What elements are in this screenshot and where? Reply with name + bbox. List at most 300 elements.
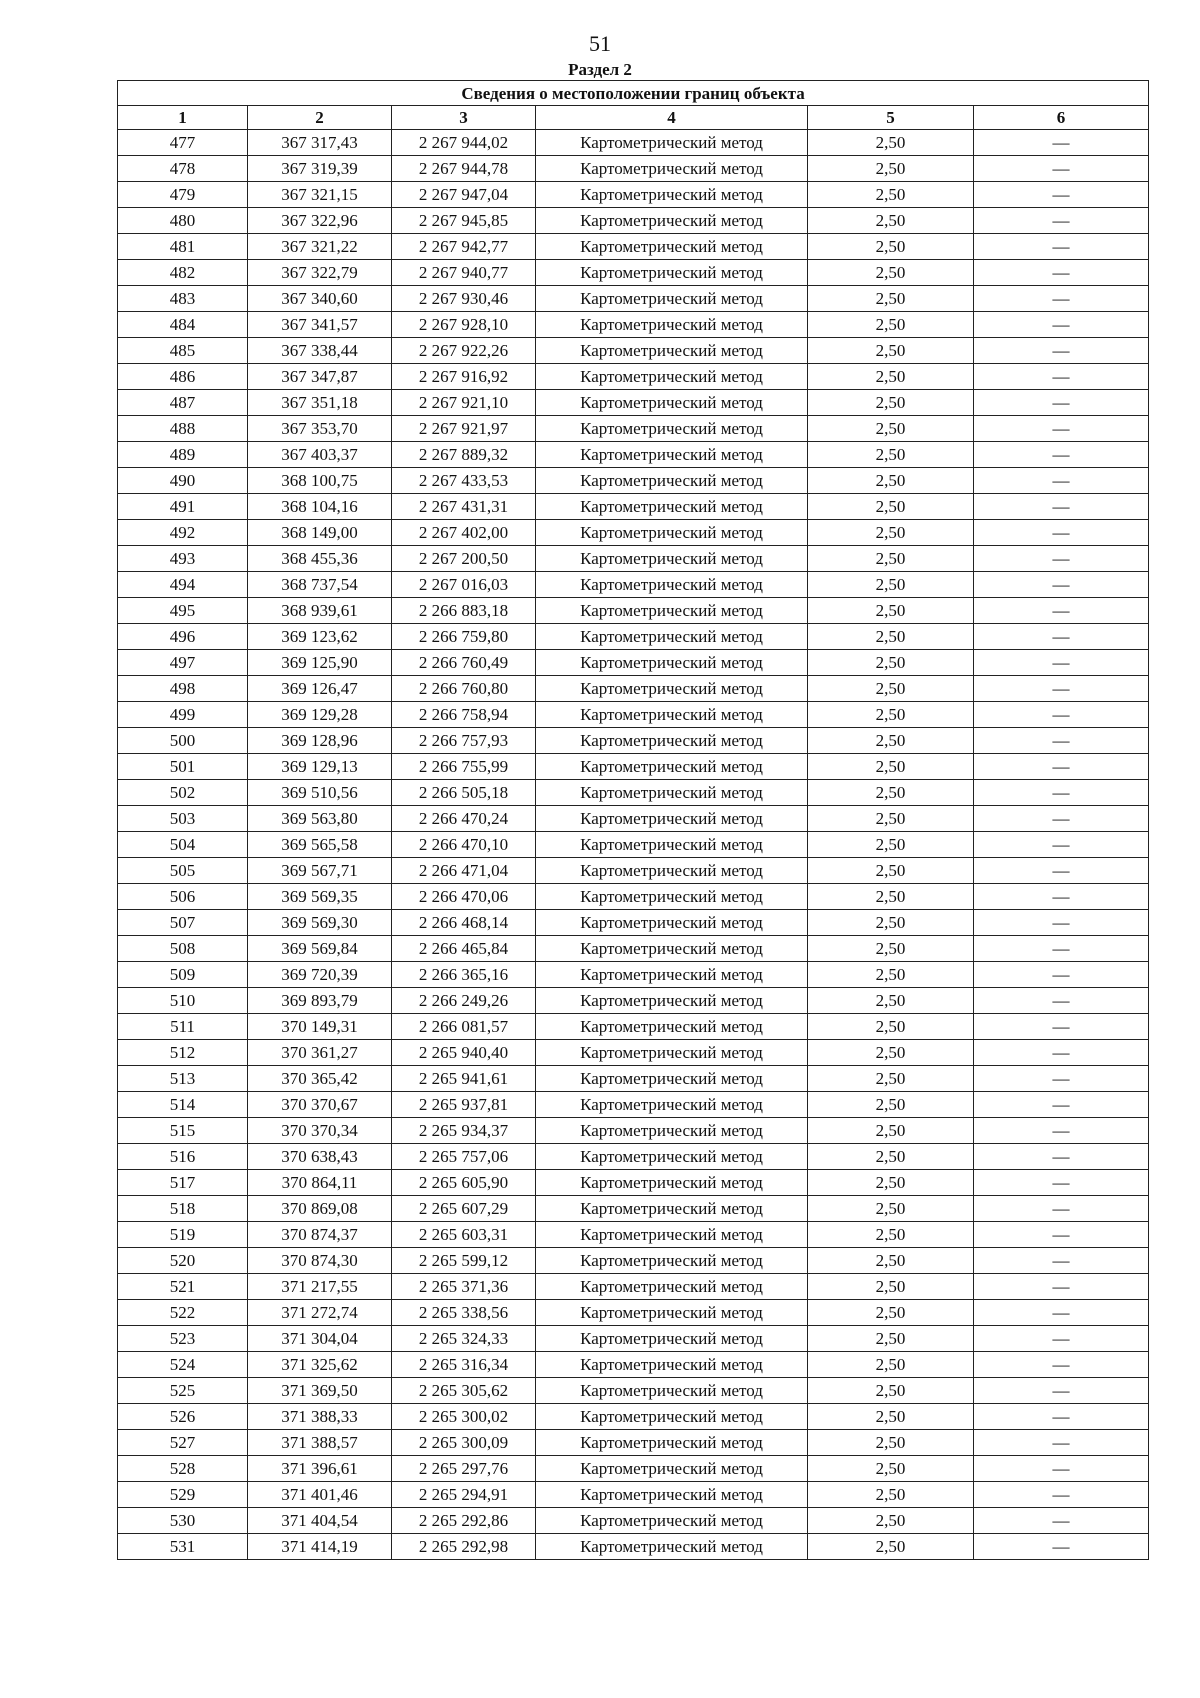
x-coordinate-cell: 369 126,47 — [248, 676, 392, 702]
note-cell: — — [974, 598, 1149, 624]
y-coordinate-cell: 2 266 081,57 — [392, 1014, 536, 1040]
x-coordinate-cell: 370 365,42 — [248, 1066, 392, 1092]
note-cell: — — [974, 1144, 1149, 1170]
table-row — [118, 1326, 1149, 1352]
y-coordinate-cell: 2 266 760,80 — [392, 676, 536, 702]
table-row — [118, 1404, 1149, 1430]
y-coordinate-cell: 2 265 371,36 — [392, 1274, 536, 1300]
point-number-cell: 514 — [118, 1092, 248, 1118]
note-cell: — — [974, 780, 1149, 806]
x-coordinate-cell: 369 125,90 — [248, 650, 392, 676]
table-row — [118, 1430, 1149, 1456]
point-number-cell: 516 — [118, 1144, 248, 1170]
accuracy-cell: 2,50 — [808, 234, 974, 260]
y-coordinate-cell: 2 265 292,86 — [392, 1508, 536, 1534]
method-cell: Картометрический метод — [536, 1404, 808, 1430]
y-coordinate-cell: 2 265 305,62 — [392, 1378, 536, 1404]
column-header-6: 6 — [974, 106, 1149, 130]
y-coordinate-cell: 2 265 599,12 — [392, 1248, 536, 1274]
table-row — [118, 702, 1149, 728]
x-coordinate-cell: 369 123,62 — [248, 624, 392, 650]
x-coordinate-cell: 371 388,57 — [248, 1430, 392, 1456]
table-row — [118, 1118, 1149, 1144]
point-number-cell: 477 — [118, 130, 248, 156]
note-cell: — — [974, 1170, 1149, 1196]
table-row — [118, 416, 1149, 442]
accuracy-cell: 2,50 — [808, 416, 974, 442]
column-header-5: 5 — [808, 106, 974, 130]
method-cell: Картометрический метод — [536, 650, 808, 676]
y-coordinate-cell: 2 267 922,26 — [392, 338, 536, 364]
x-coordinate-cell: 367 353,70 — [248, 416, 392, 442]
y-coordinate-cell: 2 267 944,02 — [392, 130, 536, 156]
point-number-cell: 484 — [118, 312, 248, 338]
method-cell: Картометрический метод — [536, 364, 808, 390]
table-row — [118, 468, 1149, 494]
x-coordinate-cell: 369 569,84 — [248, 936, 392, 962]
accuracy-cell: 2,50 — [808, 1378, 974, 1404]
method-cell: Картометрический метод — [536, 1092, 808, 1118]
note-cell: — — [974, 468, 1149, 494]
method-cell: Картометрический метод — [536, 1508, 808, 1534]
y-coordinate-cell: 2 266 365,16 — [392, 962, 536, 988]
table-row — [118, 1170, 1149, 1196]
note-cell: — — [974, 1326, 1149, 1352]
point-number-cell: 489 — [118, 442, 248, 468]
x-coordinate-cell: 367 403,37 — [248, 442, 392, 468]
note-cell: — — [974, 156, 1149, 182]
x-coordinate-cell: 367 340,60 — [248, 286, 392, 312]
table-row — [118, 1196, 1149, 1222]
accuracy-cell: 2,50 — [808, 1066, 974, 1092]
point-number-cell: 521 — [118, 1274, 248, 1300]
method-cell: Картометрический метод — [536, 130, 808, 156]
x-coordinate-cell: 367 338,44 — [248, 338, 392, 364]
accuracy-cell: 2,50 — [808, 260, 974, 286]
table-row — [118, 520, 1149, 546]
table-row — [118, 442, 1149, 468]
note-cell: — — [974, 1196, 1149, 1222]
point-number-cell: 517 — [118, 1170, 248, 1196]
y-coordinate-cell: 2 267 942,77 — [392, 234, 536, 260]
point-number-cell: 490 — [118, 468, 248, 494]
y-coordinate-cell: 2 267 200,50 — [392, 546, 536, 572]
point-number-cell: 523 — [118, 1326, 248, 1352]
method-cell: Картометрический метод — [536, 1066, 808, 1092]
y-coordinate-cell: 2 267 945,85 — [392, 208, 536, 234]
accuracy-cell: 2,50 — [808, 1534, 974, 1560]
method-cell: Картометрический метод — [536, 208, 808, 234]
method-cell: Картометрический метод — [536, 1248, 808, 1274]
method-cell: Картометрический метод — [536, 858, 808, 884]
note-cell: — — [974, 1092, 1149, 1118]
y-coordinate-cell: 2 265 757,06 — [392, 1144, 536, 1170]
method-cell: Картометрический метод — [536, 1274, 808, 1300]
point-number-cell: 510 — [118, 988, 248, 1014]
table-row — [118, 624, 1149, 650]
note-cell: — — [974, 546, 1149, 572]
point-number-cell: 478 — [118, 156, 248, 182]
accuracy-cell: 2,50 — [808, 884, 974, 910]
note-cell: — — [974, 676, 1149, 702]
note-cell: — — [974, 702, 1149, 728]
y-coordinate-cell: 2 265 607,29 — [392, 1196, 536, 1222]
accuracy-cell: 2,50 — [808, 312, 974, 338]
table-row — [118, 260, 1149, 286]
accuracy-cell: 2,50 — [808, 1274, 974, 1300]
accuracy-cell: 2,50 — [808, 624, 974, 650]
x-coordinate-cell: 369 128,96 — [248, 728, 392, 754]
note-cell: — — [974, 910, 1149, 936]
note-cell: — — [974, 494, 1149, 520]
y-coordinate-cell: 2 265 338,56 — [392, 1300, 536, 1326]
column-header-1: 1 — [118, 106, 248, 130]
table-row — [118, 130, 1149, 156]
table-row — [118, 676, 1149, 702]
x-coordinate-cell: 367 319,39 — [248, 156, 392, 182]
method-cell: Картометрический метод — [536, 1300, 808, 1326]
x-coordinate-cell: 370 864,11 — [248, 1170, 392, 1196]
method-cell: Картометрический метод — [536, 1352, 808, 1378]
note-cell: — — [974, 754, 1149, 780]
accuracy-cell: 2,50 — [808, 1014, 974, 1040]
x-coordinate-cell: 368 100,75 — [248, 468, 392, 494]
table-row — [118, 390, 1149, 416]
table-row — [118, 546, 1149, 572]
note-cell: — — [974, 832, 1149, 858]
x-coordinate-cell: 370 869,08 — [248, 1196, 392, 1222]
accuracy-cell: 2,50 — [808, 572, 974, 598]
point-number-cell: 505 — [118, 858, 248, 884]
point-number-cell: 526 — [118, 1404, 248, 1430]
method-cell: Картометрический метод — [536, 546, 808, 572]
note-cell: — — [974, 234, 1149, 260]
point-number-cell: 506 — [118, 884, 248, 910]
table-row — [118, 884, 1149, 910]
y-coordinate-cell: 2 266 757,93 — [392, 728, 536, 754]
method-cell: Картометрический метод — [536, 234, 808, 260]
note-cell: — — [974, 1040, 1149, 1066]
note-cell: — — [974, 1456, 1149, 1482]
method-cell: Картометрический метод — [536, 832, 808, 858]
y-coordinate-cell: 2 265 294,91 — [392, 1482, 536, 1508]
y-coordinate-cell: 2 265 934,37 — [392, 1118, 536, 1144]
accuracy-cell: 2,50 — [808, 858, 974, 884]
point-number-cell: 493 — [118, 546, 248, 572]
note-cell: — — [974, 1430, 1149, 1456]
x-coordinate-cell: 368 455,36 — [248, 546, 392, 572]
column-header-row — [118, 106, 1149, 130]
point-number-cell: 520 — [118, 1248, 248, 1274]
point-number-cell: 496 — [118, 624, 248, 650]
note-cell: — — [974, 1300, 1149, 1326]
y-coordinate-cell: 2 267 930,46 — [392, 286, 536, 312]
note-cell: — — [974, 728, 1149, 754]
method-cell: Картометрический метод — [536, 390, 808, 416]
method-cell: Картометрический метод — [536, 156, 808, 182]
method-cell: Картометрический метод — [536, 1014, 808, 1040]
note-cell: — — [974, 312, 1149, 338]
y-coordinate-cell: 2 266 758,94 — [392, 702, 536, 728]
x-coordinate-cell: 371 304,04 — [248, 1326, 392, 1352]
point-number-cell: 483 — [118, 286, 248, 312]
y-coordinate-cell: 2 266 883,18 — [392, 598, 536, 624]
accuracy-cell: 2,50 — [808, 1508, 974, 1534]
note-cell: — — [974, 1222, 1149, 1248]
y-coordinate-cell: 2 266 465,84 — [392, 936, 536, 962]
method-cell: Картометрический метод — [536, 1378, 808, 1404]
method-cell: Картометрический метод — [536, 260, 808, 286]
accuracy-cell: 2,50 — [808, 910, 974, 936]
table-row — [118, 1534, 1149, 1560]
table-row — [118, 1456, 1149, 1482]
x-coordinate-cell: 370 370,34 — [248, 1118, 392, 1144]
accuracy-cell: 2,50 — [808, 1326, 974, 1352]
accuracy-cell: 2,50 — [808, 780, 974, 806]
y-coordinate-cell: 2 265 316,34 — [392, 1352, 536, 1378]
table-row — [118, 182, 1149, 208]
point-number-cell: 485 — [118, 338, 248, 364]
table-row — [118, 338, 1149, 364]
x-coordinate-cell: 371 396,61 — [248, 1456, 392, 1482]
note-cell: — — [974, 1118, 1149, 1144]
method-cell: Картометрический метод — [536, 624, 808, 650]
method-cell: Картометрический метод — [536, 1118, 808, 1144]
x-coordinate-cell: 371 388,33 — [248, 1404, 392, 1430]
method-cell: Картометрический метод — [536, 182, 808, 208]
y-coordinate-cell: 2 267 431,31 — [392, 494, 536, 520]
x-coordinate-cell: 370 370,67 — [248, 1092, 392, 1118]
column-header-3: 3 — [392, 106, 536, 130]
accuracy-cell: 2,50 — [808, 1040, 974, 1066]
table-row — [118, 1092, 1149, 1118]
method-cell: Картометрический метод — [536, 988, 808, 1014]
y-coordinate-cell: 2 266 505,18 — [392, 780, 536, 806]
point-number-cell: 500 — [118, 728, 248, 754]
x-coordinate-cell: 371 369,50 — [248, 1378, 392, 1404]
point-number-cell: 479 — [118, 182, 248, 208]
boundary-coordinates-table — [117, 80, 1149, 1560]
x-coordinate-cell: 369 565,58 — [248, 832, 392, 858]
y-coordinate-cell: 2 265 940,40 — [392, 1040, 536, 1066]
method-cell: Картометрический метод — [536, 1430, 808, 1456]
point-number-cell: 495 — [118, 598, 248, 624]
accuracy-cell: 2,50 — [808, 156, 974, 182]
table-row — [118, 780, 1149, 806]
accuracy-cell: 2,50 — [808, 1456, 974, 1482]
method-cell: Картометрический метод — [536, 572, 808, 598]
y-coordinate-cell: 2 267 940,77 — [392, 260, 536, 286]
x-coordinate-cell: 367 351,18 — [248, 390, 392, 416]
accuracy-cell: 2,50 — [808, 494, 974, 520]
point-number-cell: 512 — [118, 1040, 248, 1066]
accuracy-cell: 2,50 — [808, 650, 974, 676]
x-coordinate-cell: 371 401,46 — [248, 1482, 392, 1508]
note-cell: — — [974, 520, 1149, 546]
y-coordinate-cell: 2 265 324,33 — [392, 1326, 536, 1352]
y-coordinate-cell: 2 267 889,32 — [392, 442, 536, 468]
point-number-cell: 511 — [118, 1014, 248, 1040]
method-cell: Картометрический метод — [536, 494, 808, 520]
note-cell: — — [974, 416, 1149, 442]
accuracy-cell: 2,50 — [808, 1482, 974, 1508]
x-coordinate-cell: 371 325,62 — [248, 1352, 392, 1378]
table-row — [118, 364, 1149, 390]
accuracy-cell: 2,50 — [808, 728, 974, 754]
table-row — [118, 1222, 1149, 1248]
point-number-cell: 491 — [118, 494, 248, 520]
x-coordinate-cell: 369 569,30 — [248, 910, 392, 936]
x-coordinate-cell: 367 321,22 — [248, 234, 392, 260]
method-cell: Картометрический метод — [536, 780, 808, 806]
x-coordinate-cell: 369 129,28 — [248, 702, 392, 728]
x-coordinate-cell: 368 104,16 — [248, 494, 392, 520]
table-row — [118, 858, 1149, 884]
method-cell: Картометрический метод — [536, 442, 808, 468]
table-row — [118, 156, 1149, 182]
method-cell: Картометрический метод — [536, 1196, 808, 1222]
x-coordinate-cell: 368 939,61 — [248, 598, 392, 624]
x-coordinate-cell: 371 272,74 — [248, 1300, 392, 1326]
note-cell: — — [974, 936, 1149, 962]
note-cell: — — [974, 884, 1149, 910]
note-cell: — — [974, 806, 1149, 832]
point-number-cell: 507 — [118, 910, 248, 936]
point-number-cell: 519 — [118, 1222, 248, 1248]
method-cell: Картометрический метод — [536, 468, 808, 494]
method-cell: Картометрический метод — [536, 1534, 808, 1560]
method-cell: Картометрический метод — [536, 884, 808, 910]
section-title: Раздел 2 — [568, 60, 632, 79]
table-row — [118, 962, 1149, 988]
accuracy-cell: 2,50 — [808, 208, 974, 234]
note-cell: — — [974, 182, 1149, 208]
table-row — [118, 494, 1149, 520]
table-row — [118, 1248, 1149, 1274]
y-coordinate-cell: 2 267 916,92 — [392, 364, 536, 390]
method-cell: Картометрический метод — [536, 1144, 808, 1170]
point-number-cell: 528 — [118, 1456, 248, 1482]
x-coordinate-cell: 370 149,31 — [248, 1014, 392, 1040]
accuracy-cell: 2,50 — [808, 442, 974, 468]
table-row — [118, 832, 1149, 858]
accuracy-cell: 2,50 — [808, 754, 974, 780]
method-cell: Картометрический метод — [536, 1170, 808, 1196]
note-cell: — — [974, 1508, 1149, 1534]
method-cell: Картометрический метод — [536, 416, 808, 442]
point-number-cell: 509 — [118, 962, 248, 988]
accuracy-cell: 2,50 — [808, 1118, 974, 1144]
method-cell: Картометрический метод — [536, 728, 808, 754]
x-coordinate-cell: 370 874,30 — [248, 1248, 392, 1274]
x-coordinate-cell: 368 149,00 — [248, 520, 392, 546]
table-row — [118, 1040, 1149, 1066]
y-coordinate-cell: 2 265 300,02 — [392, 1404, 536, 1430]
note-cell: — — [974, 1352, 1149, 1378]
accuracy-cell: 2,50 — [808, 390, 974, 416]
x-coordinate-cell: 369 569,35 — [248, 884, 392, 910]
y-coordinate-cell: 2 265 605,90 — [392, 1170, 536, 1196]
y-coordinate-cell: 2 265 937,81 — [392, 1092, 536, 1118]
table-body — [118, 130, 1149, 1560]
y-coordinate-cell: 2 266 470,10 — [392, 832, 536, 858]
table-row — [118, 1508, 1149, 1534]
y-coordinate-cell: 2 267 944,78 — [392, 156, 536, 182]
point-number-cell: 499 — [118, 702, 248, 728]
x-coordinate-cell: 369 720,39 — [248, 962, 392, 988]
note-cell: — — [974, 858, 1149, 884]
x-coordinate-cell: 370 638,43 — [248, 1144, 392, 1170]
table-row — [118, 1482, 1149, 1508]
y-coordinate-cell: 2 265 300,09 — [392, 1430, 536, 1456]
table-row — [118, 598, 1149, 624]
y-coordinate-cell: 2 267 402,00 — [392, 520, 536, 546]
accuracy-cell: 2,50 — [808, 182, 974, 208]
method-cell: Картометрический метод — [536, 1326, 808, 1352]
point-number-cell: 488 — [118, 416, 248, 442]
note-cell: — — [974, 988, 1149, 1014]
point-number-cell: 527 — [118, 1430, 248, 1456]
x-coordinate-cell: 369 893,79 — [248, 988, 392, 1014]
method-cell: Картометрический метод — [536, 312, 808, 338]
accuracy-cell: 2,50 — [808, 364, 974, 390]
note-cell: — — [974, 1274, 1149, 1300]
method-cell: Картометрический метод — [536, 520, 808, 546]
y-coordinate-cell: 2 265 603,31 — [392, 1222, 536, 1248]
x-coordinate-cell: 371 414,19 — [248, 1534, 392, 1560]
point-number-cell: 515 — [118, 1118, 248, 1144]
table-row — [118, 572, 1149, 598]
point-number-cell: 502 — [118, 780, 248, 806]
note-cell: — — [974, 572, 1149, 598]
point-number-cell: 501 — [118, 754, 248, 780]
note-cell: — — [974, 130, 1149, 156]
point-number-cell: 481 — [118, 234, 248, 260]
method-cell: Картометрический метод — [536, 286, 808, 312]
accuracy-cell: 2,50 — [808, 832, 974, 858]
table-row — [118, 650, 1149, 676]
note-cell: — — [974, 1534, 1149, 1560]
point-number-cell: 492 — [118, 520, 248, 546]
method-cell: Картометрический метод — [536, 1222, 808, 1248]
accuracy-cell: 2,50 — [808, 468, 974, 494]
y-coordinate-cell: 2 267 947,04 — [392, 182, 536, 208]
note-cell: — — [974, 1378, 1149, 1404]
y-coordinate-cell: 2 265 292,98 — [392, 1534, 536, 1560]
accuracy-cell: 2,50 — [808, 1300, 974, 1326]
method-cell: Картометрический метод — [536, 754, 808, 780]
accuracy-cell: 2,50 — [808, 962, 974, 988]
note-cell: — — [974, 338, 1149, 364]
method-cell: Картометрический метод — [536, 338, 808, 364]
table-row — [118, 1300, 1149, 1326]
accuracy-cell: 2,50 — [808, 936, 974, 962]
accuracy-cell: 2,50 — [808, 1092, 974, 1118]
point-number-cell: 503 — [118, 806, 248, 832]
x-coordinate-cell: 367 322,96 — [248, 208, 392, 234]
accuracy-cell: 2,50 — [808, 130, 974, 156]
note-cell: — — [974, 1482, 1149, 1508]
point-number-cell: 497 — [118, 650, 248, 676]
x-coordinate-cell: 367 317,43 — [248, 130, 392, 156]
y-coordinate-cell: 2 267 921,97 — [392, 416, 536, 442]
accuracy-cell: 2,50 — [808, 1144, 974, 1170]
accuracy-cell: 2,50 — [808, 702, 974, 728]
accuracy-cell: 2,50 — [808, 1196, 974, 1222]
note-cell: — — [974, 1066, 1149, 1092]
point-number-cell: 487 — [118, 390, 248, 416]
accuracy-cell: 2,50 — [808, 338, 974, 364]
